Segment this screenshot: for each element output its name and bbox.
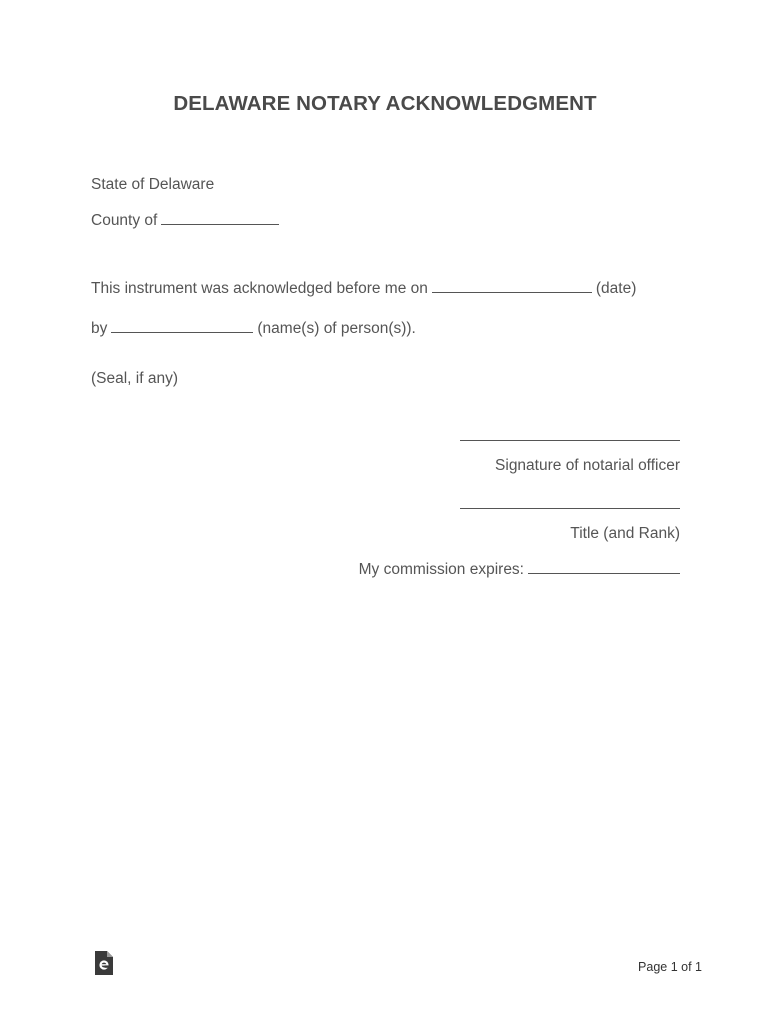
signature-line[interactable]	[460, 440, 680, 441]
title-line[interactable]	[460, 508, 680, 509]
acknowledgment-line-1	[91, 278, 636, 298]
title-rank-label: Title (and Rank)	[570, 525, 680, 542]
person-name-label: (name(s) of person(s)).	[257, 320, 416, 337]
eforms-logo-icon	[95, 951, 113, 975]
commission-blank[interactable]	[528, 559, 680, 574]
commission-line	[359, 559, 680, 579]
acknowledged-text: This instrument was acknowledged before me on	[91, 280, 428, 297]
signature-label: Signature of notarial officer	[495, 457, 680, 474]
date-label: (date)	[595, 280, 637, 297]
county-blank[interactable]	[161, 210, 279, 225]
person-name-blank[interactable]	[111, 318, 253, 333]
seal-note: (Seal, if any)	[91, 370, 179, 387]
commission-label: My commission expires:	[358, 561, 524, 578]
acknowledgment-line-2	[91, 318, 416, 338]
state-line: State of Delaware	[91, 176, 215, 193]
by-label: by	[91, 320, 108, 337]
county-label: County of	[91, 212, 158, 229]
date-blank[interactable]	[432, 278, 592, 293]
county-line	[91, 210, 283, 230]
document-title: DELAWARE NOTARY ACKNOWLEDGMENT	[173, 92, 597, 115]
page-number: Page 1 of 1	[638, 960, 702, 974]
